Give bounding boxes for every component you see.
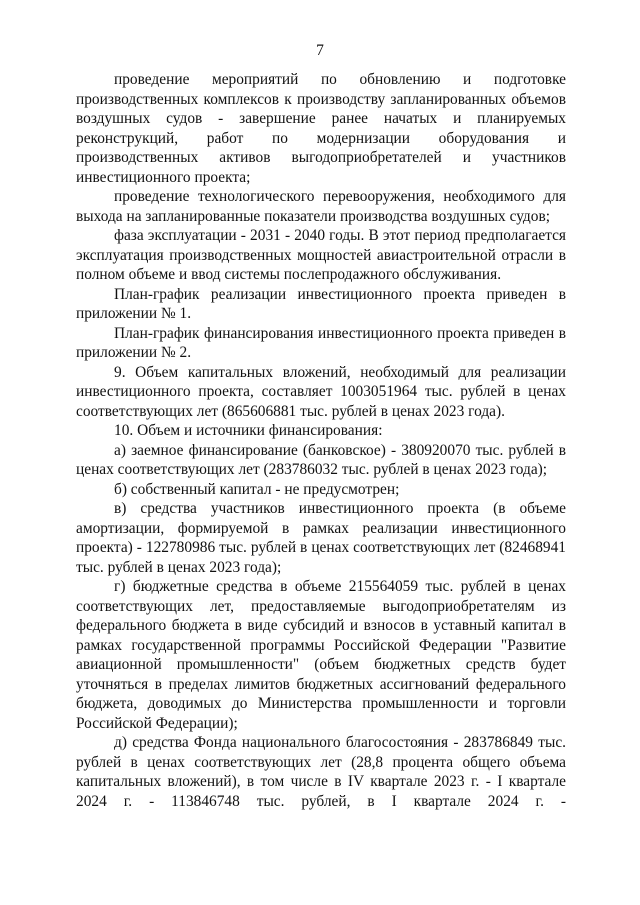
paragraph-capital-investment: 9. Объем капитальных вложений, необходимый для реализации инвестиционного проекта, составляет 1003051964 тыс. рублей в ценах соответствующих лет (865606881 тыс. рублей в ценах 2023 года). [76,363,566,420]
paragraph-modernization: проведение мероприятий по обновлению и подготовке производственных комплексов к производству запланированных объемов воздушных судов - завершение ранее начатых и планируемых реконструкций, работ по модернизации оборудования и производственных активов выгодоприобретателей и участников инвестиционного проекта; [76,71,566,186]
page-number: 7 [316,42,324,59]
document-body [76,70,566,811]
paragraph-own-capital: б) собственный капитал - не предусмотрен; [114,480,400,498]
paragraph-participants-funds: в) средства участников инвестиционного проекта (в объеме амортизации, формируемой в рамках реализации инвестиционного проекта) - 122780986 тыс. рублей в ценах соответствующих лет (82468941 тыс. рублей в ценах 2023 года); [76,500,566,576]
paragraph-national-wealth-fund: д) средства Фонда национального благосостояния - 283786849 тыс. рублей в ценах соответствующих лет (28,8 процента общего объема капитальных вложений), в том числе в IV квартале 2023 г. - I квартале 2024 г. - 113846748 тыс. рублей, в I квартале 2024 г. - [76,734,566,810]
paragraph-budget-funds: г) бюджетные средства в объеме 215564059 тыс. рублей в ценах соответствующих лет, предоставляемые выгодоприобретателям из федерального бюджета в виде субсидий и взносов в уставный капитал в рамках государственной программы Российской Федерации "Развитие авиационной промышленности" (объем бюджетных средств будет уточняться в пределах лимитов бюджетных ассигнований федерального бюджета, доводимых до Министерства промышленности и торговли Российской Федерации); [76,578,566,732]
paragraph-reequipment: проведение технологического перевооружения, необходимого для выхода на запланированные показатели производства воздушных судов; [76,188,566,225]
paragraph-financing-sources-heading: 10. Объем и источники финансирования: [114,422,383,439]
paragraph-operation-phase: фаза эксплуатации - 2031 - 2040 годы. В этот период предполагается эксплуатация производственных мощностей авиастроительной отрасли в полном объеме и ввод системы послепродажного обслуживания. [76,227,566,283]
paragraph-loan-financing: а) заемное финансирование (банковское) - 380920070 тыс. рублей в ценах соответствующих лет (283786032 тыс. рублей в ценах 2023 года); [76,441,566,478]
paragraph-schedule-financing: План-график финансирования инвестиционного проекта приведен в приложении № 2. [76,324,566,361]
paragraph-schedule-implementation: План-график реализации инвестиционного проекта приведен в приложении № 1. [76,285,566,322]
